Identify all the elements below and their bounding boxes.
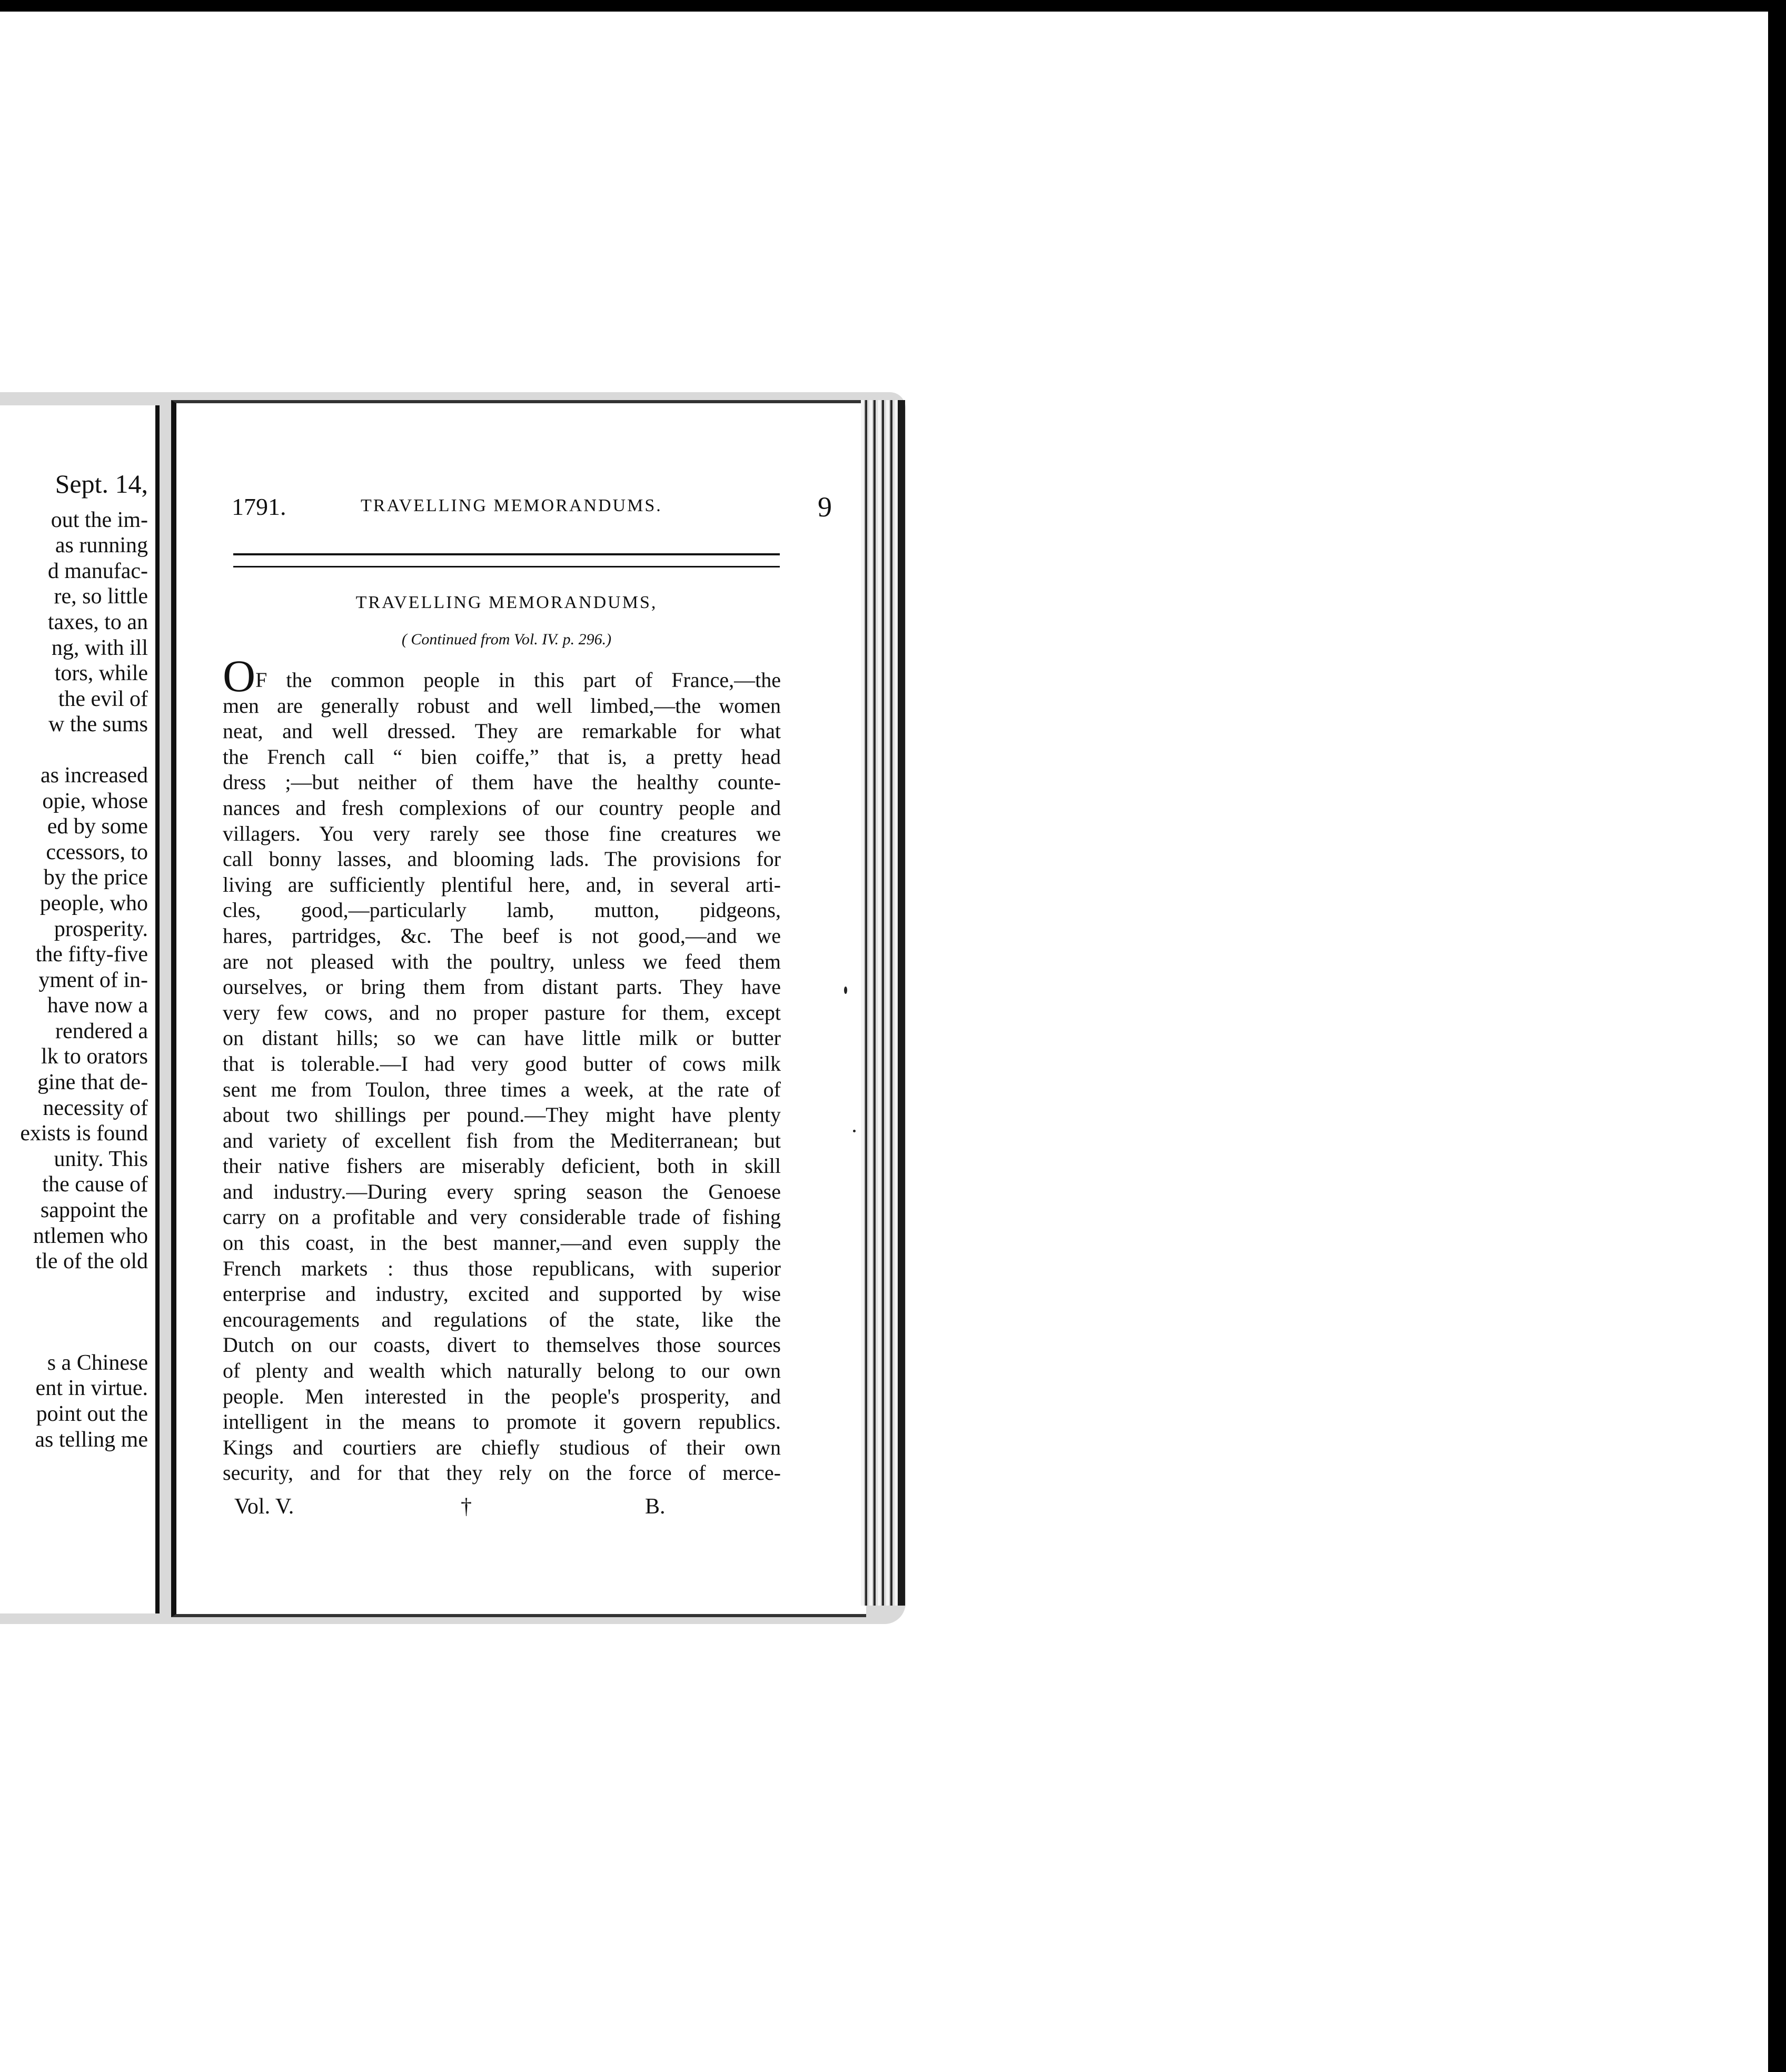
body-text-line: very few cows, and no proper pasture for them, except: [223, 1000, 781, 1024]
body-text-line: on this coast, in the best manner,—and even supply the: [223, 1231, 781, 1255]
left-lines: [0, 507, 148, 1453]
signature-mark: B.: [645, 1495, 666, 1519]
body-text-line: encouragements and regulations of the state, like the: [223, 1307, 781, 1331]
left-text-line: prosperity.: [54, 917, 148, 941]
body-text-line: that is tolerable.—I had very good butter of cows milk: [223, 1051, 781, 1075]
left-text-line: ent in virtue.: [35, 1376, 148, 1401]
left-text-line: [0, 738, 148, 763]
left-text-line: yment of in-: [38, 968, 148, 992]
body-text-line: people. Men interested in the people's prosperity, and: [223, 1384, 781, 1408]
body-text-line: about two shillings per pound.—They might have plenty: [223, 1103, 781, 1127]
ink-speck: [853, 1130, 856, 1132]
body-text-line: and variety of excellent fish from the Mediterranean; but: [223, 1128, 781, 1152]
article-body: [223, 651, 781, 1486]
left-text-line: tle of the old: [35, 1249, 148, 1274]
left-text-line: ng, with ill: [51, 635, 148, 660]
left-text-line: [0, 1300, 148, 1325]
body-text-line: the French call “ bien coiffe,” that is, a pretty head: [223, 744, 781, 769]
left-text-line: ed by some: [47, 814, 148, 839]
left-text-line: taxes, to an: [47, 610, 148, 634]
body-text-line: and industry.—During every spring season the Genoese: [223, 1179, 781, 1203]
signature-volume: Vol. V.: [234, 1495, 294, 1519]
left-text-line: the evil of: [58, 686, 148, 711]
double-rule-divider: [233, 553, 780, 567]
left-text-line: point out the: [36, 1402, 148, 1426]
left-text-line: w the sums: [48, 712, 148, 737]
body-text-line: nances and fresh complexions of our country people and: [223, 795, 781, 820]
left-text-line: by the price: [43, 865, 148, 890]
body-text-line: cles, good,—particularly lamb, mutton, pidgeons,: [223, 898, 781, 922]
article-subtitle: ( Continued from Vol. IV. p. 296.): [401, 631, 612, 648]
body-text-line: Dutch on our coasts, divert to themselves those sources: [223, 1333, 781, 1357]
left-text-line: the cause of: [42, 1172, 148, 1197]
left-text-line: have now a: [47, 993, 148, 1018]
body-text-line: of plenty and wealth which naturally belong to our own: [223, 1359, 781, 1383]
article-title: TRAVELLING MEMORANDUMS,: [355, 593, 658, 612]
left-text-line: opie, whose: [42, 789, 148, 813]
left-text-line: as running: [55, 533, 148, 558]
body-text-line: on distant hills; so we can have little milk or butter: [223, 1026, 781, 1050]
body-text-line: French markets : thus those republicans, with superior: [223, 1256, 781, 1280]
left-text-line: sappoint the: [40, 1198, 148, 1223]
body-text-line: villagers. You very rarely see those fine creatures we: [223, 821, 781, 845]
left-text-line: necessity of: [43, 1095, 148, 1120]
body-text-line: call bonny lasses, and blooming lads. The provisions for: [223, 847, 781, 871]
signature-line: [234, 1494, 682, 1526]
body-text-line: carry on a profitable and very considerable trade of fishing: [223, 1205, 781, 1229]
left-text-line: exists is found: [20, 1121, 148, 1146]
running-head-title: TRAVELLING MEMORANDUMS.: [361, 496, 662, 515]
left-text-line: re, so little: [54, 584, 148, 609]
page-number: 9: [818, 491, 832, 523]
body-text-line: their native fishers are miserably deficient, both in skill: [223, 1154, 781, 1178]
body-text-line: hares, partridges, &c. The beef is not good,—and we: [223, 923, 781, 948]
running-head-year: 1791.: [232, 493, 286, 520]
body-text-line: enterprise and industry, excited and supported by wise: [223, 1282, 781, 1306]
body-text-line: neat, and well dressed. They are remarkable for what: [223, 719, 781, 743]
left-text-line: ntlemen who: [33, 1223, 148, 1248]
body-text-line: men are generally robust and well limbed,—the women: [223, 693, 781, 718]
left-text-line: out the im-: [51, 507, 148, 532]
body-text-line: intelligent in the means to promote it govern republics.: [223, 1410, 781, 1434]
body-text-line: are not pleased with the poultry, unless we feed them: [223, 949, 781, 973]
left-text-line: as increased: [40, 763, 148, 788]
left-text-line: rendered a: [55, 1019, 148, 1043]
left-text-line: lk to orators: [41, 1044, 148, 1069]
body-text-line: Kings and courtiers are chiefly studious of their own: [223, 1435, 781, 1459]
left-text-line: people, who: [39, 891, 148, 915]
drop-cap: O: [223, 651, 256, 701]
left-text-line: as telling me: [35, 1427, 148, 1452]
left-running-head: Sept. 14,: [55, 469, 148, 499]
left-page-text: [0, 471, 148, 1452]
left-page: [0, 405, 160, 1613]
body-text-line: dress ;—but neither of them have the healthy counte-: [223, 770, 781, 794]
body-text-line: [223, 651, 781, 701]
left-text-line: [0, 1274, 148, 1300]
body-text-line: ourselves, or bring them from distant parts. They have: [223, 975, 781, 999]
left-text-line: gine that de-: [37, 1070, 148, 1095]
right-page: [171, 400, 866, 1617]
left-text-line: the fifty-five: [35, 942, 148, 967]
left-text-line: unity. This: [54, 1147, 148, 1171]
ink-speck: [844, 987, 847, 994]
signature-dagger: †: [461, 1495, 472, 1519]
left-text-line: [0, 1325, 148, 1350]
body-text-line: security, and for that they rely on the force of merce-: [223, 1461, 781, 1485]
body-text-line: sent me from Toulon, three times a week, at the rate of: [223, 1077, 781, 1101]
left-text-line: ccessors, to: [46, 840, 148, 864]
body-text-line-rest: F the common people in this part of France,—the: [255, 668, 781, 692]
left-text-line: d manufac-: [47, 559, 148, 583]
body-text-line: living are sufficiently plentiful here, and, in several arti-: [223, 872, 781, 896]
left-text-line: tors, while: [54, 661, 148, 686]
book-fore-edge: [861, 400, 905, 1606]
left-text-line: s a Chinese: [47, 1350, 148, 1375]
